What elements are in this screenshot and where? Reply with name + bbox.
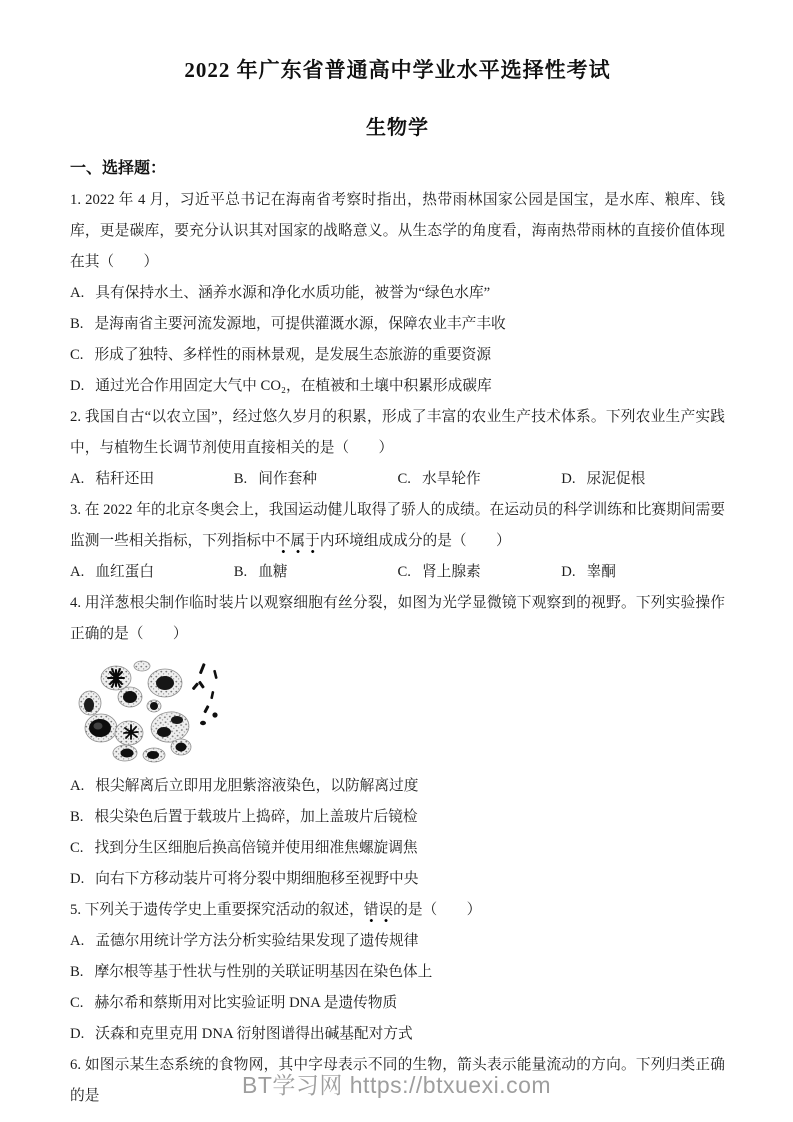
question-2-option-b: [234, 464, 398, 495]
option-text: 血糖: [258, 564, 288, 580]
stem-text: 内环境组成成分的是（ ）: [319, 533, 511, 549]
question-1-option-d: [70, 371, 725, 402]
section-heading: 一、选择题：: [70, 160, 167, 177]
question-2-stem: 2. 我国自古“以农立国”，经过悠久岁月的积累，形成了丰富的农业生产技术体系。下列农业生产实践中，与植物生长调节剂使用直接相关的是（ ）: [70, 409, 725, 456]
question-4-stem: 4. 用洋葱根尖制作临时装片以观察细胞有丝分裂，如图为光学显微镜下观察到的视野。下列实验操作正确的是（ ）: [70, 595, 725, 642]
question-5-stem: [70, 895, 725, 926]
question-5-options: [70, 926, 725, 1050]
option-label: D.: [70, 871, 85, 887]
option-label: D.: [70, 378, 85, 394]
option-text: 根尖染色后置于载玻片上捣碎，加上盖玻片后镜检: [94, 809, 418, 825]
question-1-option-b: [70, 309, 725, 340]
question-4: [70, 588, 725, 895]
question-5-option-d: [70, 1019, 725, 1050]
stem-text: 5. 下列关于遗传学史上重要探究活动的叙述，: [70, 902, 364, 918]
microscope-view-figure: [70, 655, 725, 768]
option-label: A.: [70, 778, 85, 794]
chromosome-figures: [192, 663, 218, 725]
stem-text: 的是（ ）: [393, 902, 482, 918]
stem-text: 3. 在 2022 年的北京冬奥会上，我国运动健儿取得了骄人的成绩。在运动员的科学训练和比赛期间需要监测一些相关指标，下列指标中: [70, 502, 725, 549]
option-text: 水旱轮作: [421, 471, 481, 487]
stem-emphasized-text: 错误: [364, 902, 393, 923]
option-text: 孟德尔用统计学方法分析实验结果发现了遗传规律: [95, 933, 419, 949]
option-label: C.: [70, 347, 84, 363]
question-4-option-a: [70, 771, 725, 802]
option-label: A.: [70, 471, 85, 487]
option-label: C.: [397, 471, 411, 487]
option-label: B.: [70, 809, 84, 825]
option-text: 找到分生区细胞后换高倍镜并使用细准焦螺旋调焦: [94, 840, 418, 856]
option-label: B.: [233, 471, 248, 487]
option-text: 赫尔希和蔡斯用对比实验证明 DNA 是遗传物质: [94, 995, 398, 1011]
question-5-option-c: [70, 988, 725, 1019]
question-2-option-d: [561, 464, 725, 495]
question-1: [70, 185, 725, 402]
option-text: 血红蛋白: [95, 564, 155, 580]
option-label: A.: [70, 564, 85, 580]
option-text: 肾上腺素: [421, 564, 481, 580]
option-text: 睾酮: [586, 564, 616, 580]
option-label: A.: [70, 285, 85, 301]
option-label: D.: [70, 1026, 85, 1042]
option-label: C.: [70, 840, 84, 856]
option-text: 沃森和克里克用 DNA 衍射图谱得出碱基配对方式: [95, 1026, 413, 1042]
option-label: B.: [70, 964, 84, 980]
onion-root-tip-mitosis-image: [70, 655, 238, 763]
option-label: D.: [561, 471, 576, 487]
question-4-option-c: [70, 833, 725, 864]
question-3-option-b: [234, 557, 398, 588]
question-1-stem: 1. 2022 年 4 月，习近平总书记在海南省考察时指出，热带雨林国家公园是国宝，是水库、粮库、钱库，更是碳库，要充分认识其对国家的战略意义。从生态学的角度看，海南热带雨林的直接价值体现在其（ ）: [70, 192, 725, 270]
option-text: 具有保持水土、涵养水源和净化水质功能，被誉为“绿色水库”: [95, 285, 491, 301]
question-3-options: [70, 557, 725, 588]
option-text: 尿泥促根: [586, 471, 646, 487]
option-text: 间作套种: [258, 471, 317, 487]
exam-subject: 生物学: [366, 117, 429, 139]
question-2-option-a: [70, 464, 234, 495]
option-label: D.: [561, 564, 576, 580]
option-text: 摩尔根等基于性状与性别的关联证明基因在染色体上: [94, 964, 433, 980]
option-text: 通过光合作用固定大气中 CO₂，在植被和土壤中积累形成碳库: [95, 378, 492, 394]
option-text: 秸秆还田: [95, 471, 155, 487]
option-label: C.: [397, 564, 411, 580]
mitotic-figure: [108, 669, 124, 687]
exam-title: 2022 年广东省普通高中学业水平选择性考试: [184, 58, 611, 82]
question-2-options: [70, 464, 725, 495]
stem-emphasized-text: 不属于: [276, 533, 320, 554]
question-1-options: [70, 278, 725, 402]
question-5: [70, 895, 725, 1050]
question-3: [70, 495, 725, 588]
question-3-option-d: [561, 557, 725, 588]
question-5-option-b: [70, 957, 725, 988]
option-label: A.: [70, 933, 85, 949]
question-5-option-a: [70, 926, 725, 957]
option-text: 向右下方移动装片可将分裂中期细胞移至视野中央: [95, 871, 419, 887]
question-4-option-b: [70, 802, 725, 833]
option-text: 形成了独特、多样性的雨林景观，是发展生态旅游的重要资源: [94, 347, 492, 363]
option-text: 是海南省主要河流发源地，可提供灌溉水源，保障农业丰产丰收: [94, 316, 506, 332]
question-3-option-a: [70, 557, 234, 588]
question-3-option-c: [398, 557, 562, 588]
question-6-stem: 6. 如图示某生态系统的食物网，其中字母表示不同的生物，箭头表示能量流动的方向。下列归类正确的是: [70, 1057, 725, 1104]
option-label: B.: [70, 316, 84, 332]
option-label: B.: [233, 564, 248, 580]
watermark-site-link: BT学习网 https://btxuexi.com: [241, 1072, 552, 1098]
question-2-option-c: [398, 464, 562, 495]
question-2: [70, 402, 725, 495]
question-1-option-c: [70, 340, 725, 371]
question-1-option-a: [70, 278, 725, 309]
option-label: C.: [70, 995, 84, 1011]
question-3-stem: [70, 495, 725, 557]
option-text: 根尖解离后立即用龙胆紫溶液染色，以防解离过度: [95, 778, 419, 794]
question-4-option-d: [70, 864, 725, 895]
question-4-options: [70, 771, 725, 895]
